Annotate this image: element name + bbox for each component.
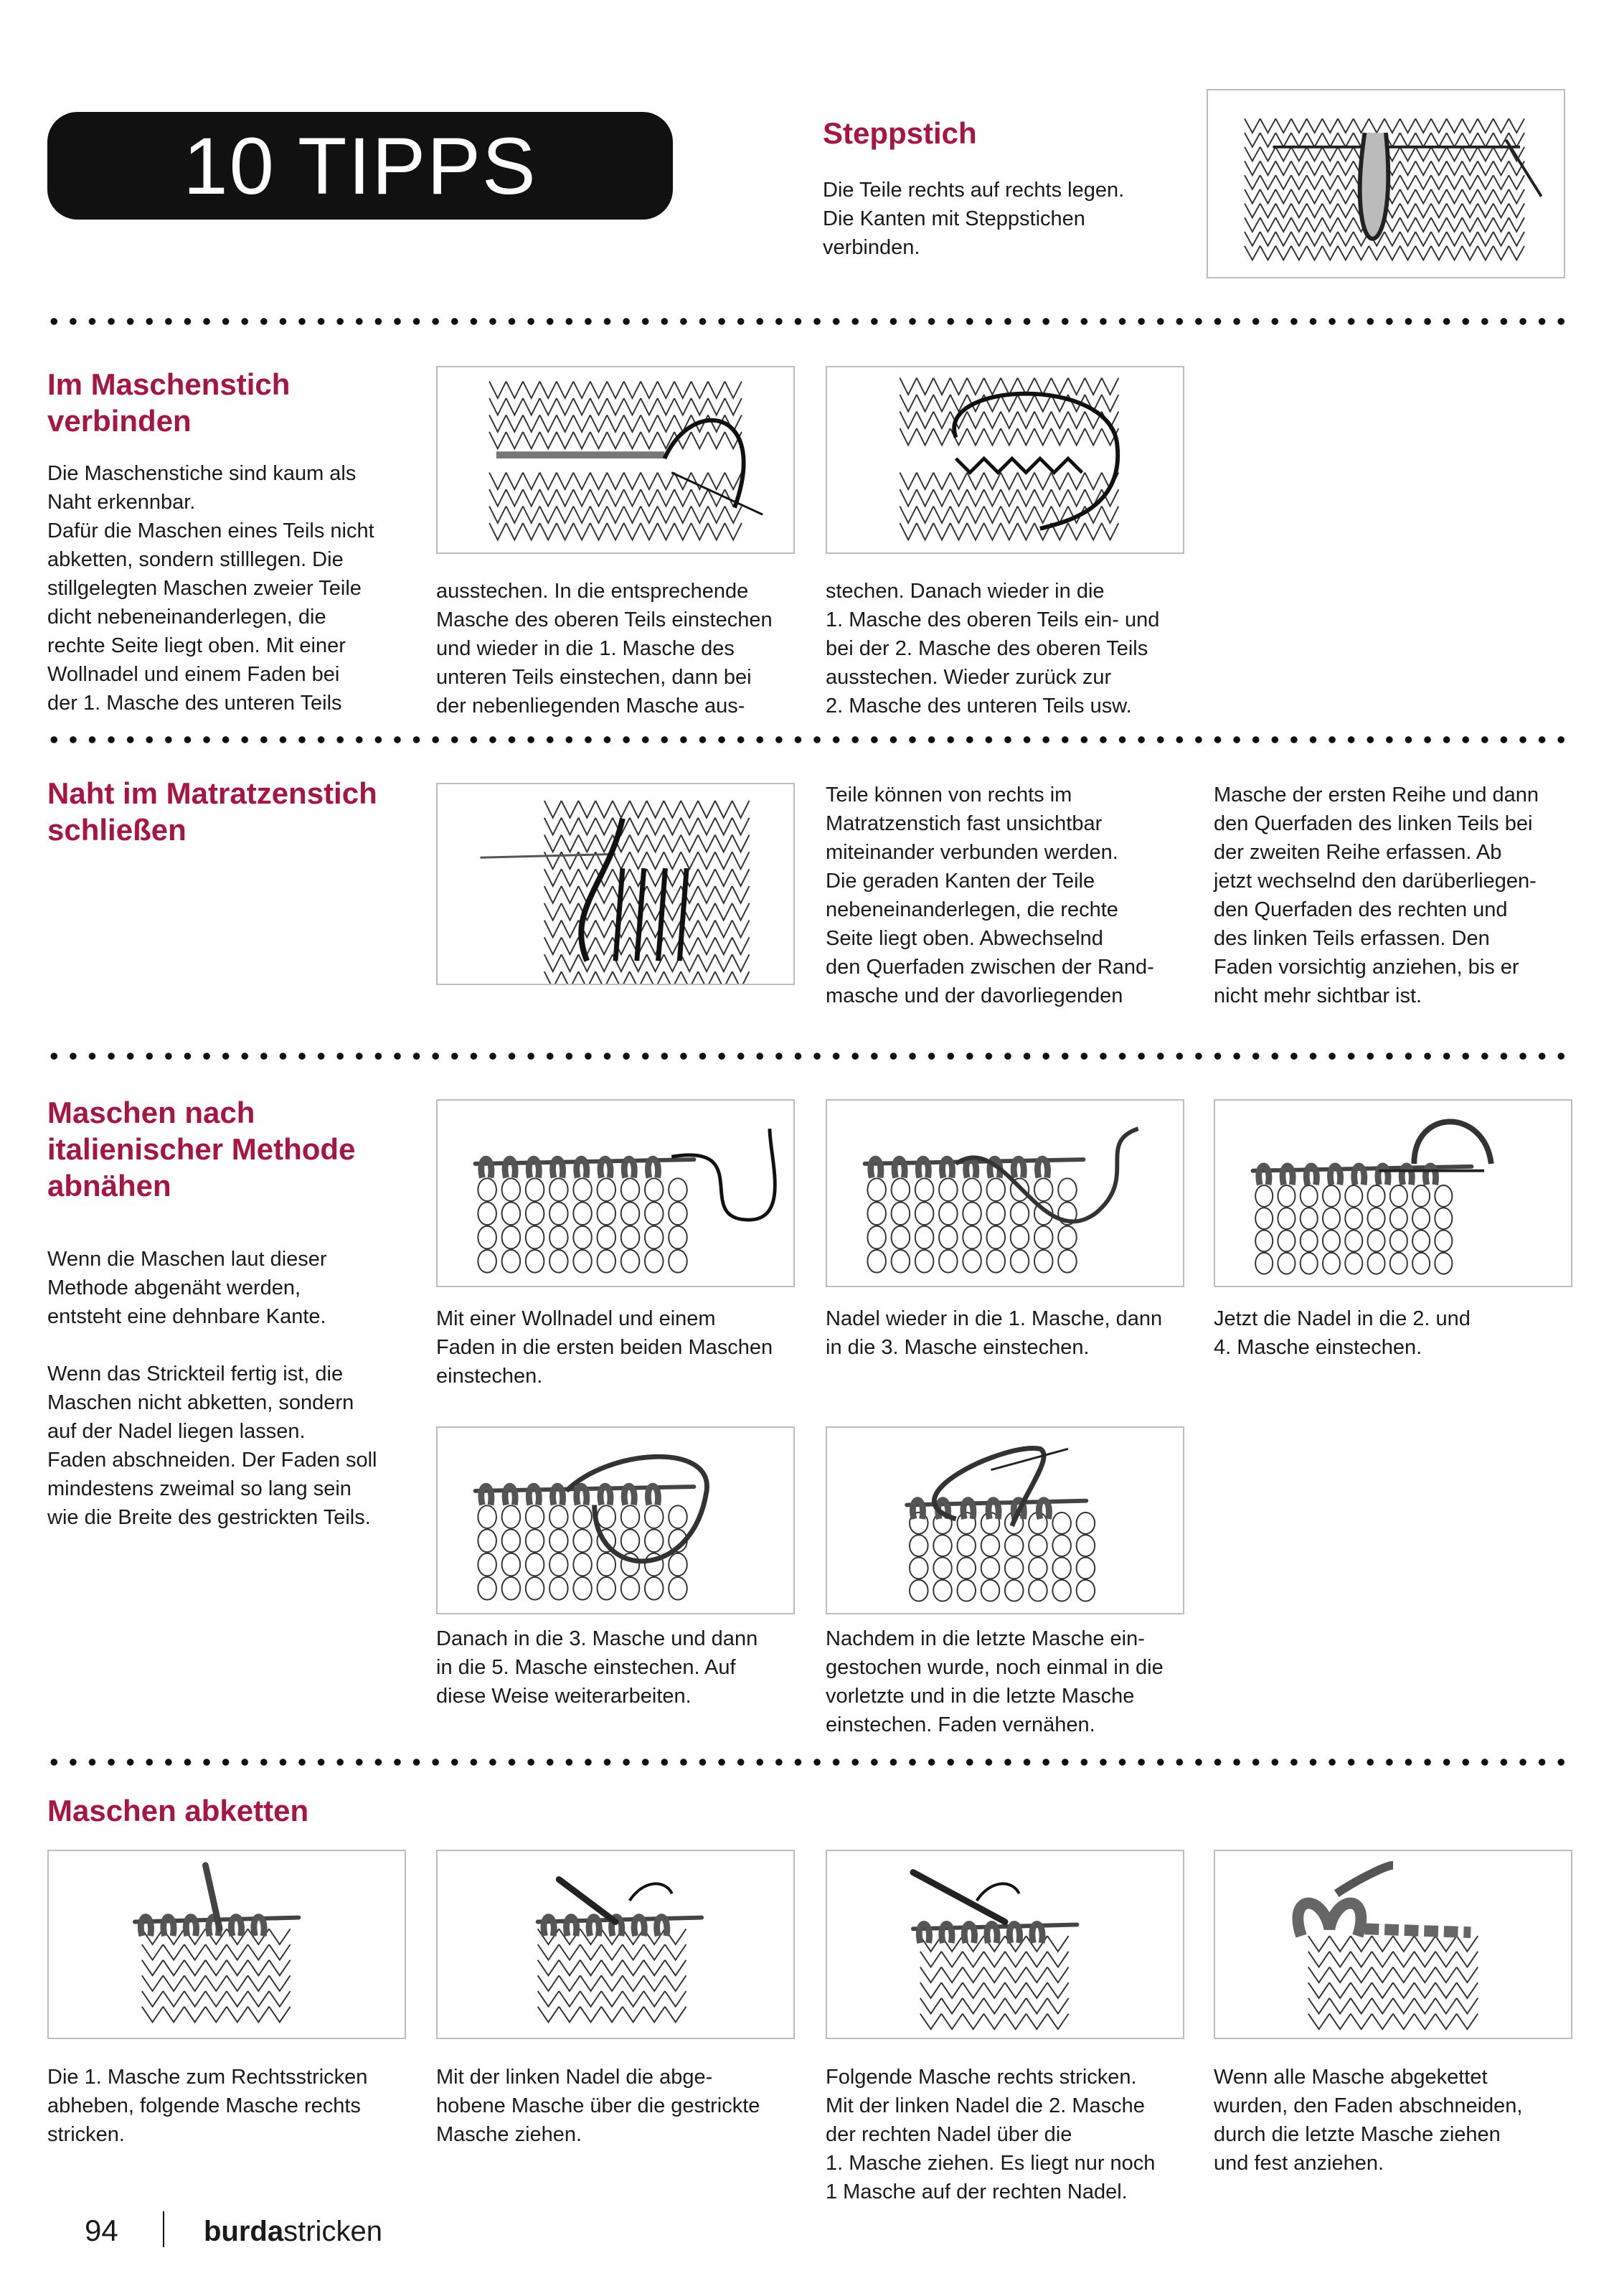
steppstich-heading: Steppstich	[823, 116, 977, 150]
abketten-illustration-4	[1214, 1850, 1572, 2039]
knitting-drawing	[827, 1428, 1183, 1613]
magazine-brand	[204, 2216, 382, 2248]
knitting-drawing	[49, 1851, 405, 2038]
knitting-drawing	[1215, 1101, 1571, 1286]
steppstich-text: Die Teile rechts auf rechts legen. Die Kanten mit Steppstichen verbinden.	[823, 179, 1125, 259]
brand-bold: burda	[204, 2216, 284, 2247]
footer-divider	[163, 2211, 164, 2247]
knitting-drawing	[827, 1851, 1183, 2038]
maschenstich-text-col1: Die Maschenstiche sind kaum als Naht erkennbar. Dafür die Maschen eines Teils nicht abketten, sondern stilllegen. Die stillgelegten Maschen zweier Teile dicht nebeneinanderlegen, die rechte Seite liegt oben. Mit einer Wollnadel und einem Faden bei der 1. Masche des unteren Teils	[47, 462, 374, 715]
italienisch-heading: Maschen nach italienischer Methode abnähen	[47, 1096, 356, 1203]
abketten-caption-3: Folgende Masche rechts stricken. Mit der linken Nadel die 2. Masche der rechten Nadel über die 1. Masche ziehen. Es liegt nur noch 1 Masche auf der rechten Nadel.	[826, 2066, 1156, 2203]
matratzenstich-illustration	[436, 783, 795, 985]
abketten-illustration-1	[47, 1850, 406, 2039]
maschenstich-text-col3: stechen. Danach wieder in die 1. Masche des oberen Teils ein- und bei der 2. Masche des oberen Teils ausstechen. Wieder zurück zur 2. Masche des unteren Teils usw.	[826, 580, 1160, 718]
italienisch-caption-5: Nachdem in die letzte Masche ein- gestochen wurde, noch einmal in die vorletzte und in die letzte Masche einstechen. Faden vernähen.	[826, 1627, 1164, 1736]
page-title: 10 TIPPS	[183, 121, 537, 211]
italienisch-intro-text: Wenn die Maschen laut dieser Methode abgenäht werden, entsteht eine dehnbare Kante. Wenn das Strickteil fertig ist, die Maschen nicht abketten, sondern auf der Nadel liegen lassen. Faden abschneiden. Der Faden soll mindestens zweimal so lang sein wie die Breite des gestrickten Teils.	[47, 1248, 377, 1529]
italienisch-illustration-5	[826, 1426, 1184, 1614]
dotted-divider	[44, 736, 1572, 743]
knitting-drawing	[438, 1851, 793, 2038]
knitting-drawing	[438, 1101, 793, 1286]
matratzenstich-heading: Naht im Matratzenstich schließen	[47, 776, 377, 847]
matratzenstich-text-col1: Teile können von rechts im Matratzenstich fast unsichtbar miteinander verbunden werden. Die geraden Kanten der Teile nebeneinanderlegen, die rechte Seite liegt oben. Abwechselnd den Querfaden zwischen der Rand- masche und der davorliegenden	[826, 784, 1154, 1007]
abketten-caption-2: Mit der linken Nadel die abge- hobene Masche über die gestrickte Masche ziehen.	[436, 2066, 760, 2146]
knitting-drawing	[827, 1101, 1183, 1286]
italienisch-caption-3: Jetzt die Nadel in die 2. und 4. Masche einstechen.	[1214, 1307, 1471, 1359]
italienisch-illustration-1	[436, 1099, 795, 1287]
knitting-drawing	[1208, 90, 1564, 277]
abketten-heading: Maschen abketten	[47, 1794, 309, 1827]
italienisch-caption-2: Nadel wieder in die 1. Masche, dann in die 3. Masche einstechen.	[826, 1307, 1163, 1359]
dotted-divider	[44, 1053, 1572, 1060]
abketten-illustration-3	[826, 1850, 1184, 2039]
dotted-divider	[44, 1759, 1572, 1766]
italienisch-illustration-3	[1214, 1099, 1572, 1287]
italienisch-caption-4: Danach in die 3. Masche und dann in die 5. Masche einstechen. Auf diese Weise weiterarbeiten.	[436, 1627, 758, 1708]
maschenstich-illustration-1	[436, 366, 795, 554]
abketten-caption-1: Die 1. Masche zum Rechtsstricken abheben, folgende Masche rechts stricken.	[47, 2066, 368, 2146]
matratzenstich-text-col2: Masche der ersten Reihe und dann den Querfaden des linken Teils bei der zweiten Reihe erfassen. Ab jetzt wechselnd den darüberliegen- den Querfaden des rechten und des linken Teils erfassen. Den Faden vorsichtig anziehen, bis er nicht mehr sichtbar ist.	[1214, 784, 1539, 1007]
brand-regular: stricken	[283, 2216, 382, 2247]
steppstich-illustration	[1207, 89, 1565, 278]
italienisch-caption-1: Mit einer Wollnadel und einem Faden in die ersten beiden Maschen einstechen.	[436, 1307, 773, 1388]
italienisch-illustration-4	[436, 1426, 795, 1614]
knitting-drawing	[438, 1428, 793, 1613]
maschenstich-illustration-2	[826, 366, 1184, 554]
abketten-illustration-2	[436, 1850, 795, 2039]
maschenstich-heading: Im Maschenstich verbinden	[47, 367, 291, 438]
knitting-drawing	[438, 367, 793, 552]
knitting-drawing	[827, 367, 1183, 552]
maschenstich-text-col2: ausstechen. In die entsprechende Masche des oberen Teils einstechen und wieder in die 1. Masche des unteren Teils einstechen, dann bei der nebenliegenden Masche aus-	[436, 580, 773, 718]
italienisch-illustration-2	[826, 1099, 1184, 1287]
title-banner	[47, 112, 673, 220]
dotted-divider	[44, 318, 1572, 325]
knitting-drawing	[1215, 1851, 1571, 2038]
knitting-drawing	[438, 784, 793, 984]
page-number: 94	[85, 2213, 118, 2247]
abketten-caption-4: Wenn alle Masche abgekettet wurden, den Faden abschneiden, durch die letzte Masche ziehen und fest anziehen.	[1214, 2066, 1523, 2175]
